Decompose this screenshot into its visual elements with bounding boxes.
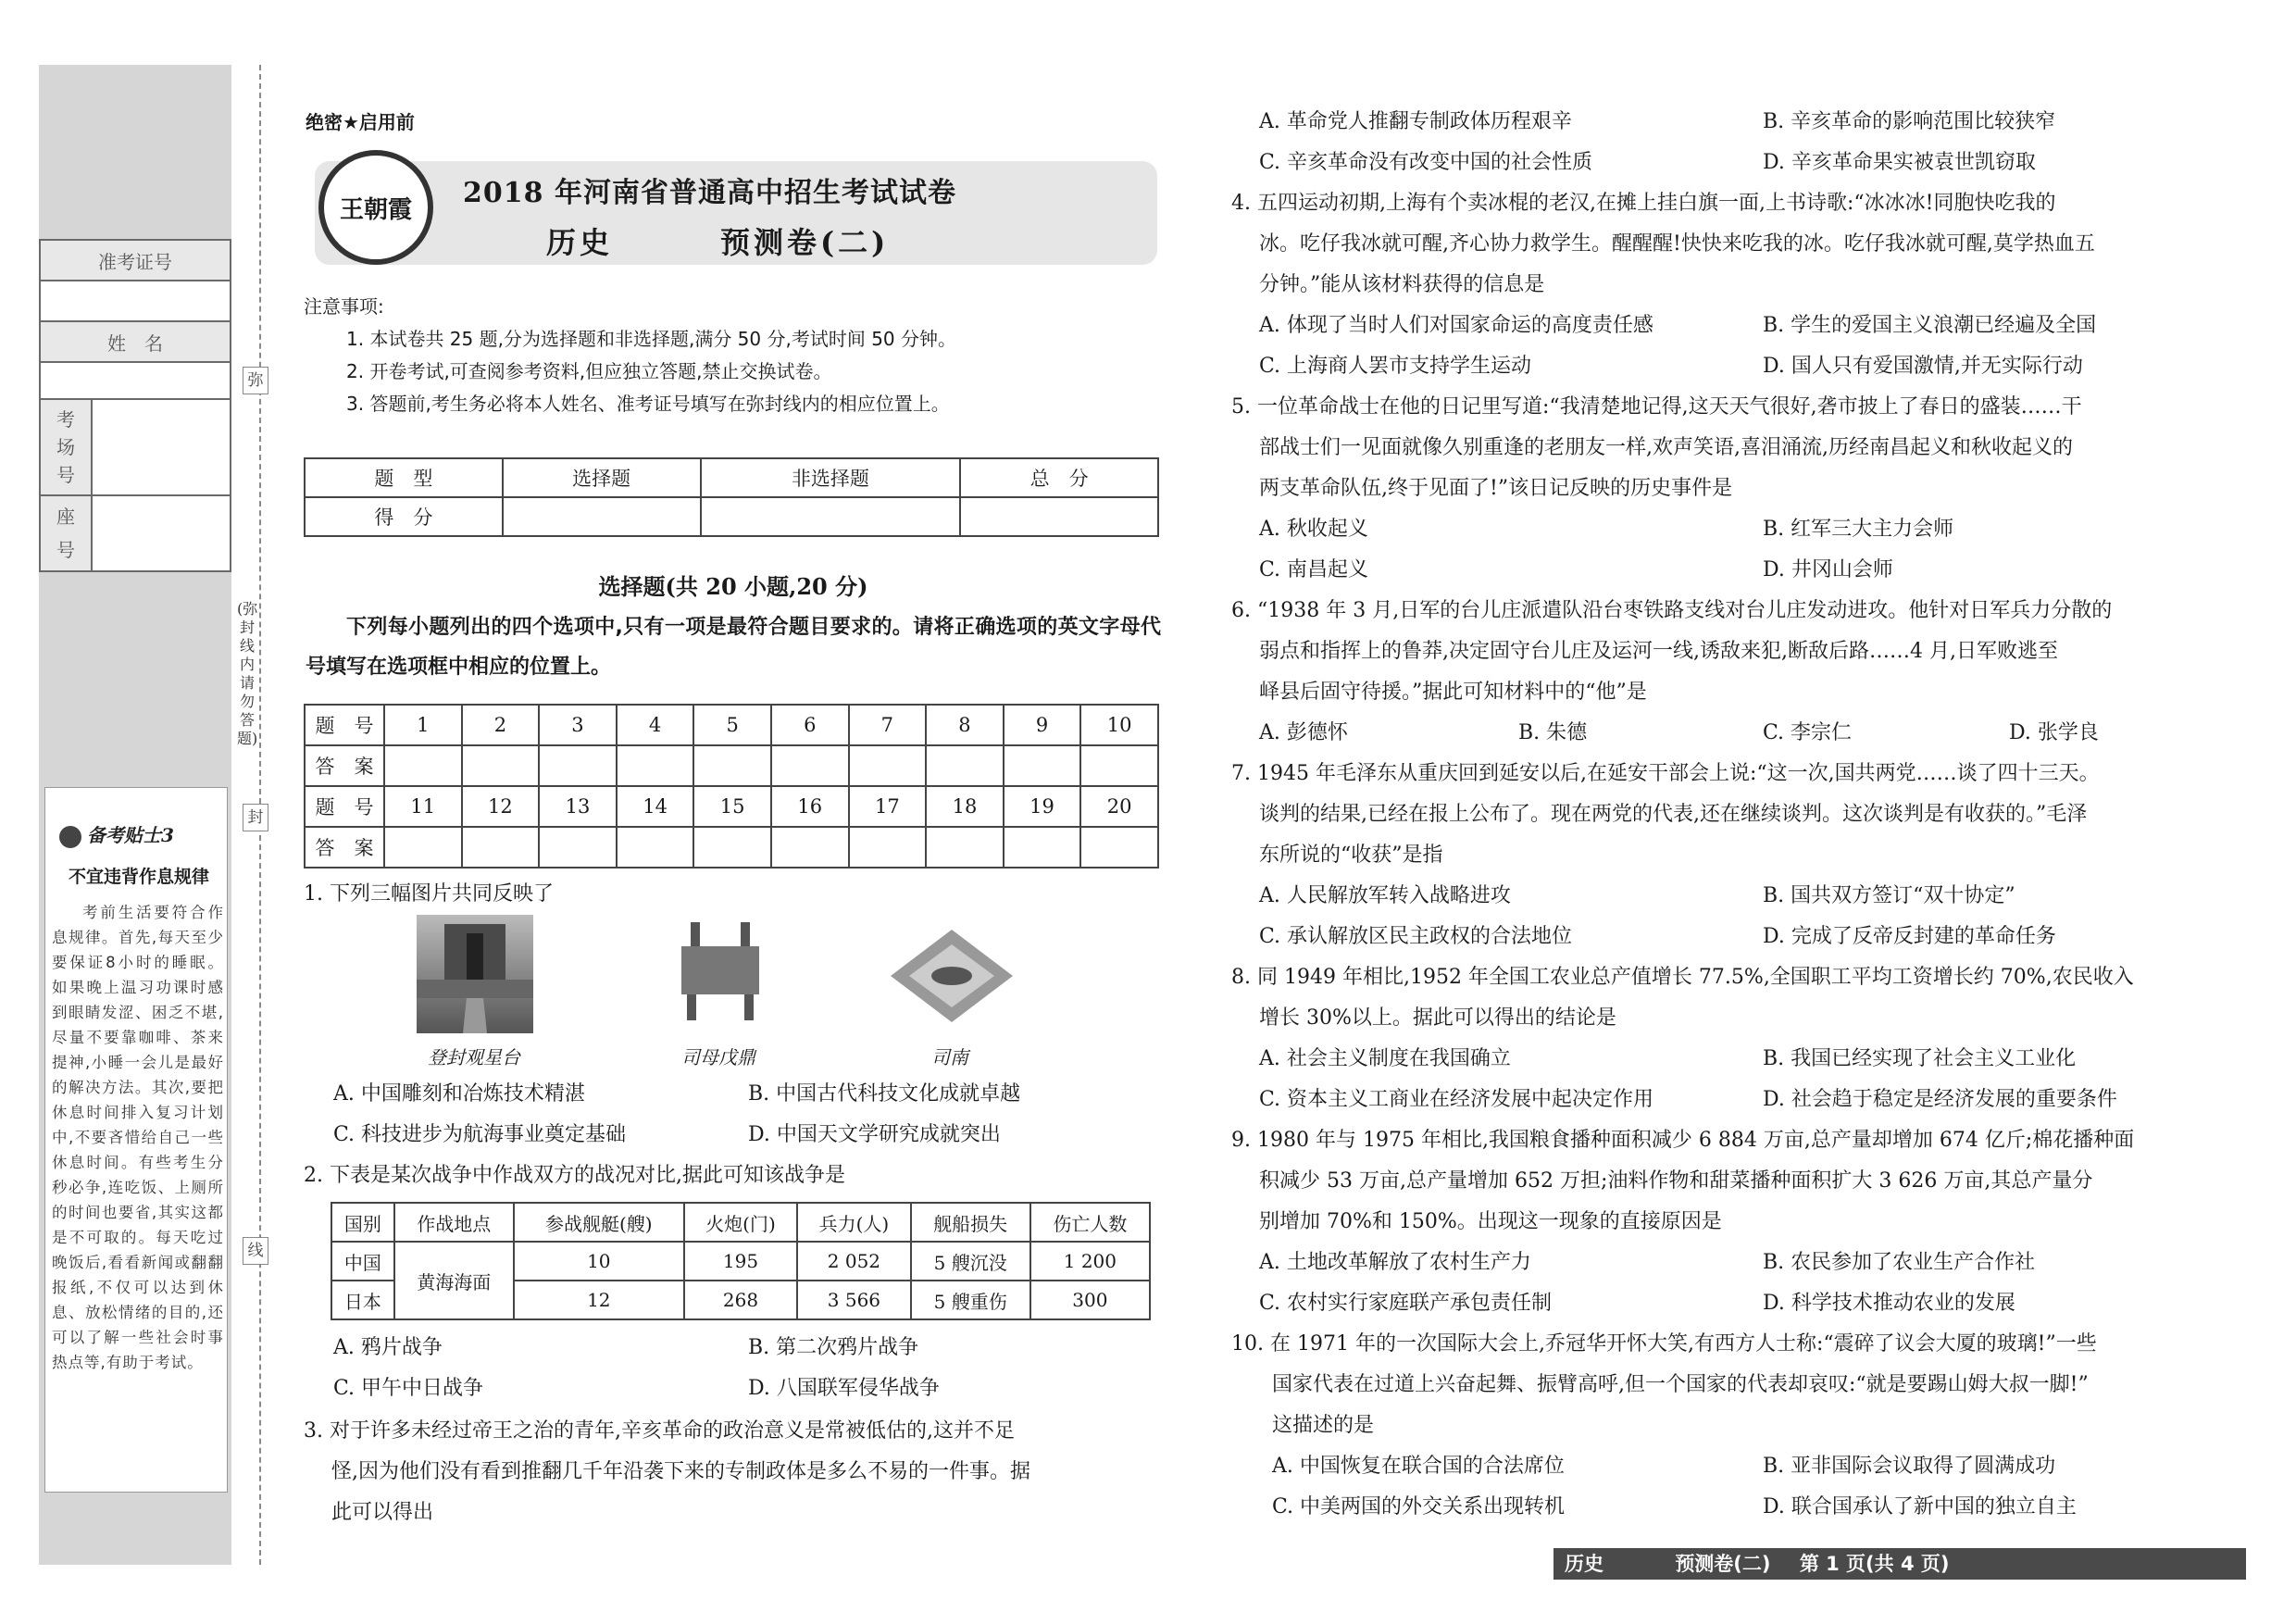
answer-number: 11 [384,786,462,827]
answer-cell[interactable] [693,827,771,868]
question-2-stem: 2. 下表是某次战争中作战双方的战况对比,据此可知该战争是 [304,1164,845,1187]
answer-cell[interactable] [926,745,1004,786]
answer-number: 19 [1004,786,1081,827]
q10-option-d[interactable]: D. 联合国承认了新中国的独立自主 [1763,1495,2077,1518]
answer-cell[interactable] [617,827,694,868]
q2-option-c[interactable]: C. 甲午中日战争 [333,1377,484,1400]
seal-word-xian: 线 [243,1237,268,1265]
battle-cell: 5 艘重伤 [911,1281,1030,1319]
question-3-line: 3. 对于许多未经过帝王之治的青年,辛亥革命的政治意义是常被低估的,这并不足 [304,1419,1015,1443]
ding-icon [674,920,767,1022]
score-row-label: 得 分 [305,497,503,536]
tip-banner [59,820,218,848]
question-7-line: 谈判的结果,已经在报上公布了。现在两党的代表,还在继续谈判。这次谈判是有收获的。”毛泽 [1259,803,2088,826]
footer-edition: 预测卷(二) [1675,1553,1771,1575]
q4-option-a[interactable]: A. 体现了当时人们对国家命运的高度责任感 [1259,314,1653,337]
q9-option-c[interactable]: C. 农村实行家庭联产承包责任制 [1259,1292,1553,1315]
q2-option-d[interactable]: D. 八国联军侵华战争 [748,1377,940,1400]
answer-number: 17 [849,786,927,827]
observatory-icon [417,915,533,1033]
notice-block [304,291,956,420]
question-1-stem: 1. 下列三幅图片共同反映了 [304,882,554,906]
answer-cell[interactable] [771,745,849,786]
battle-table [331,1202,1151,1320]
seat-label [40,495,92,571]
answer-cell[interactable] [849,827,927,868]
seat-label-char: 座 [56,506,75,528]
compass-image [891,930,1013,1022]
answer-cell[interactable] [462,745,540,786]
battle-cell: 268 [684,1281,797,1319]
q3-option-b[interactable]: B. 辛亥革命的影响范围比较狭窄 [1763,110,2056,133]
q6-option-b[interactable]: B. 朱德 [1518,721,1588,744]
answer-num-label: 题 号 [305,705,384,745]
q9-option-b[interactable]: B. 农民参加了农业生产合作社 [1763,1251,2036,1274]
answer-number: 7 [849,705,927,745]
answer-number: 5 [693,705,771,745]
answer-number: 15 [693,786,771,827]
caption-compass: 司南 [931,1046,968,1068]
answer-number: 10 [1080,705,1158,745]
q6-option-d[interactable]: D. 张学良 [2009,721,2099,744]
seat-label-char: 号 [56,539,75,561]
q1-option-b[interactable]: B. 中国古代科技文化成就卓越 [748,1082,1021,1106]
question-6-line: 6. “1938 年 3 月,日军的台儿庄派遣队沿台枣铁路支线对台儿庄发动进攻。他针对日军兵力分散的 [1231,599,2113,622]
room-label-char: 场 [56,436,75,458]
q4-option-c[interactable]: C. 上海商人罢市支持学生运动 [1259,355,1532,378]
room-field[interactable] [92,399,231,495]
battle-header: 伤亡人数 [1030,1203,1150,1242]
battle-cell: 3 566 [797,1281,910,1319]
question-7-line: 东所说的“收获”是指 [1259,843,1443,867]
q3-option-a[interactable]: A. 革命党人推翻专制政体历程艰辛 [1259,110,1572,133]
q7-option-a[interactable]: A. 人民解放军转入战略进攻 [1259,884,1511,907]
q7-option-b[interactable]: B. 国共双方签订“双十协定” [1763,884,2015,907]
q8-option-d[interactable]: D. 社会趋于稳定是经济发展的重要条件 [1763,1088,2117,1111]
name-field[interactable] [40,362,231,403]
answer-cell[interactable] [384,827,462,868]
q1-option-a[interactable]: A. 中国雕刻和冶炼技术精湛 [333,1082,585,1106]
q6-option-c[interactable]: C. 李宗仁 [1763,721,1853,744]
answer-table [304,704,1159,868]
answer-label: 答 案 [305,745,384,786]
section-instruction: 下列每小题列出的四个选项中,只有一项是最符合题目要求的。请将正确选项的英文字母代号填写在选项框中相应的位置上。 [306,616,1161,679]
page-footer [1554,1548,2246,1580]
question-4-line: 分钟。”能从该材料获得的信息是 [1259,273,1545,296]
q2-option-a[interactable]: A. 鸦片战争 [333,1336,443,1359]
footer-page: 第 1 页(共 4 页) [1799,1553,1950,1575]
tip-body: 考前生活要符合作息规律。首先,每天至少要保证8小时的睡眠。如果晚上温习功课时感到眼睛发涩、困乏不堪,尽量不要靠咖啡、茶来提神,小睡一会儿是最好的解决方法。其次,要把休息时间排入复习计划中,不要吝惜给自己一些休息时间。有些考生分秒必争,连吃饭、上厕所的时间也要省,其实这都是不可取的。每天吃过晚饭后,看看新闻或翻翻报纸,不仅可以达到休息、放松情绪的目的,还可以了解一些社会时事热点等,有助于考试。 [52,904,224,1371]
room-seat-box [39,398,231,572]
question-9-line: 别增加 70%和 150%。出现这一现象的直接原因是 [1259,1210,1722,1233]
answer-number: 20 [1080,786,1158,827]
answer-number: 1 [384,705,462,745]
battle-cell: 300 [1030,1281,1150,1319]
secret-label: 绝密★启用前 [306,111,415,133]
question-5-line: 两支革命队伍,终于见面了!”该日记反映的历史事件是 [1259,477,1733,500]
answer-number: 2 [462,705,540,745]
answer-cell[interactable] [1004,827,1081,868]
notice-item: 1. 本试卷共 25 题,分为选择题和非选择题,满分 50 分,考试时间 50 分钟。 [346,328,957,350]
battle-cell: 1 200 [1030,1242,1150,1281]
battle-header: 火炮(门) [684,1203,797,1242]
name-label: 姓 名 [40,321,231,362]
q9-option-d[interactable]: D. 科学技术推动农业的发展 [1763,1292,2015,1315]
q8-option-b[interactable]: B. 我国已经实现了社会主义工业化 [1763,1047,2077,1070]
notice-heading: 注意事项: [304,295,384,318]
battle-header: 兵力(人) [797,1203,910,1242]
q1-option-c[interactable]: C. 科技进步为航海事业奠定基础 [333,1123,627,1146]
answer-label: 答 案 [305,827,384,868]
answer-cell[interactable] [462,827,540,868]
q8-option-a[interactable]: A. 社会主义制度在我国确立 [1259,1047,1511,1070]
score-cell[interactable] [960,497,1158,536]
question-6-line: 弱点和指挥上的鲁莽,决定固守台儿庄及运河一线,诱敌来犯,断敌后路……4 月,日军败逃至 [1259,640,2058,663]
caption-observatory: 登封观星台 [428,1046,520,1068]
battle-header: 参战舰艇(艘) [514,1203,684,1242]
answer-number: 4 [617,705,694,745]
answer-cell[interactable] [539,827,617,868]
q10-option-b[interactable]: B. 亚非国际会议取得了圆满成功 [1763,1455,2056,1478]
question-10-line: 国家代表在过道上兴奋起舞、振臂高呼,但一个国家的代表却哀叹:“就是要踢山姆大叔一脚!” [1272,1373,2089,1396]
answer-cell[interactable] [384,745,462,786]
room-label-char: 考 [56,408,75,431]
answer-cell[interactable] [849,745,927,786]
room-label-char: 号 [56,464,75,486]
q5-option-d[interactable]: D. 井冈山会师 [1763,558,1893,581]
q1-option-d[interactable]: D. 中国天文学研究成就突出 [748,1123,1001,1146]
answer-cell[interactable] [1080,745,1158,786]
answer-number: 3 [539,705,617,745]
question-8-line: 增长 30%以上。据此可以得出的结论是 [1259,1006,1616,1030]
battle-cell: 2 052 [797,1242,910,1281]
answer-number: 14 [617,786,694,827]
seal-note: (弥封线内请勿答题) [237,600,258,747]
exam-id-label: 准考证号 [40,240,231,281]
answer-cell[interactable] [617,745,694,786]
notice-item: 2. 开卷考试,可查阅参考资料,但应独立答题,禁止交换试卷。 [346,360,832,382]
question-8-line: 8. 同 1949 年相比,1952 年全国工农业总产值增长 77.5%,全国职工平均工资增长约 70%,农民收入 [1231,966,2134,989]
battle-cell: 中国 [331,1242,394,1281]
footer-subject: 历史 [1565,1553,1603,1575]
score-cell[interactable] [503,497,701,536]
score-header: 非选择题 [701,458,961,497]
seal-word-mi: 弥 [243,367,268,394]
battle-header: 国别 [331,1203,394,1242]
q5-option-c[interactable]: C. 南昌起义 [1259,558,1369,581]
observatory-image [417,915,533,1033]
score-table [304,457,1159,537]
q7-option-c[interactable]: C. 承认解放区民主政权的合法地位 [1259,925,1573,948]
exam-id-field[interactable] [40,281,231,321]
answer-number: 8 [926,705,1004,745]
q9-option-a[interactable]: A. 土地改革解放了农村生产力 [1259,1251,1531,1274]
question-9-line: 9. 1980 年与 1975 年相比,我国粮食播种面积减少 6 884 万亩,总产量却增加 674 亿斤;棉花播种面 [1231,1129,2135,1152]
answer-cell[interactable] [693,745,771,786]
section-title: 选择题(共 20 小题,20 分) [598,573,868,600]
exam-title: 2018 年河南省普通高中招生考试试卷 [463,177,956,209]
score-header: 题 型 [305,458,503,497]
q6-option-a[interactable]: A. 彭德怀 [1259,721,1348,744]
battle-location: 黄海海面 [394,1242,514,1319]
q8-option-c[interactable]: C. 资本主义工商业在经济发展中起决定作用 [1259,1088,1654,1111]
answer-cell[interactable] [539,745,617,786]
score-cell[interactable] [701,497,961,536]
q3-option-c[interactable]: C. 辛亥革命没有改变中国的社会性质 [1259,151,1593,174]
seat-field[interactable] [92,495,231,571]
question-5-line: 部战士们一见面就像久别重逢的老朋友一样,欢声笑语,喜泪涌流,历经南昌起义和秋收起义的 [1259,436,2073,459]
question-3-line: 此可以得出 [331,1501,434,1524]
answer-number: 6 [771,705,849,745]
q5-option-a[interactable]: A. 秋收起义 [1259,518,1368,541]
answer-num-label: 题 号 [305,786,384,827]
question-10-line: 这描述的是 [1272,1414,1375,1437]
answer-number: 13 [539,786,617,827]
scholar-icon [59,826,81,848]
answer-number: 16 [771,786,849,827]
answer-cell[interactable] [771,827,849,868]
q10-option-c[interactable]: C. 中美两国的外交关系出现转机 [1272,1495,1566,1518]
tip-title: 不宜违背作息规律 [68,867,209,887]
logo-text: 王朝霞 [339,195,412,224]
battle-cell: 日本 [331,1281,394,1319]
q4-option-d[interactable]: D. 国人只有爱国激情,并无实际行动 [1763,355,2083,378]
q4-option-b[interactable]: B. 学生的爱国主义浪潮已经遍及全国 [1763,314,2097,337]
battle-header: 舰船损失 [911,1203,1030,1242]
ding-image [674,920,767,1022]
answer-cell[interactable] [1080,827,1158,868]
tip-banner-text: 备考贴士3 [87,824,174,846]
answer-cell[interactable] [926,827,1004,868]
q3-option-d[interactable]: D. 辛亥革命果实被袁世凯窃取 [1763,151,2036,174]
battle-cell: 5 艘沉没 [911,1242,1030,1281]
seal-word-feng: 封 [243,804,268,831]
question-5-line: 5. 一位革命战士在他的日记里写道:“我清楚地记得,这天天气很好,砻市披上了春日的盛装……干 [1231,395,2082,419]
answer-number: 12 [462,786,540,827]
publisher-logo [318,150,433,265]
edition-title: 预测卷(二) [720,225,890,260]
battle-header: 作战地点 [394,1203,514,1242]
subject-title: 历史 [546,225,614,260]
caption-ding: 司母戊鼎 [681,1046,755,1068]
question-7-line: 7. 1945 年毛泽东从重庆回到延安以后,在延安干部会上说:“这一次,国共两党……谈了四十三天。 [1231,762,2100,785]
q7-option-d[interactable]: D. 完成了反帝反封建的革命任务 [1763,925,2056,948]
question-4-line: 4. 五四运动初期,上海有个卖冰棍的老汉,在摊上挂白旗一面,上书诗歌:“冰冰冰!同胞快吃我的 [1231,192,2056,215]
registration-box [39,239,231,404]
question-9-line: 积减少 53 万亩,总产量增加 652 万担;油料作物和甜菜播种面积扩大 3 626 万亩,其总产量分 [1259,1169,2093,1193]
compass-icon [891,930,1013,1022]
question-10-line: 10. 在 1971 年的一次国际大会上,乔冠华开怀大笑,有西方人士称:“震碎了议会大厦的玻璃!”一些 [1231,1332,2097,1356]
notice-item: 3. 答题前,考生务必将本人姓名、准考证号填写在弥封线内的相应位置上。 [346,393,950,415]
answer-number: 18 [926,786,1004,827]
room-label [40,399,92,495]
battle-cell: 10 [514,1242,684,1281]
score-header: 选择题 [503,458,701,497]
q2-option-b[interactable]: B. 第二次鸦片战争 [748,1336,919,1359]
battle-cell: 195 [684,1242,797,1281]
q5-option-b[interactable]: B. 红军三大主力会师 [1763,518,1954,541]
question-6-line: 峄县后固守待援。”据此可知材料中的“他”是 [1259,681,1647,704]
question-4-line: 冰。吃仔我冰就可醒,齐心协力救学生。醒醒醒!快快来吃我的冰。吃仔我冰就可醒,莫学热血五 [1259,232,2095,256]
answer-number: 9 [1004,705,1081,745]
q10-option-a[interactable]: A. 中国恢复在联合国的合法席位 [1272,1455,1565,1478]
battle-cell: 12 [514,1281,684,1319]
score-header: 总 分 [960,458,1158,497]
question-3-line: 怪,因为他们没有看到推翻几千年沿袭下来的专制政体是多么不易的一件事。据 [331,1460,1030,1483]
answer-cell[interactable] [1004,745,1081,786]
